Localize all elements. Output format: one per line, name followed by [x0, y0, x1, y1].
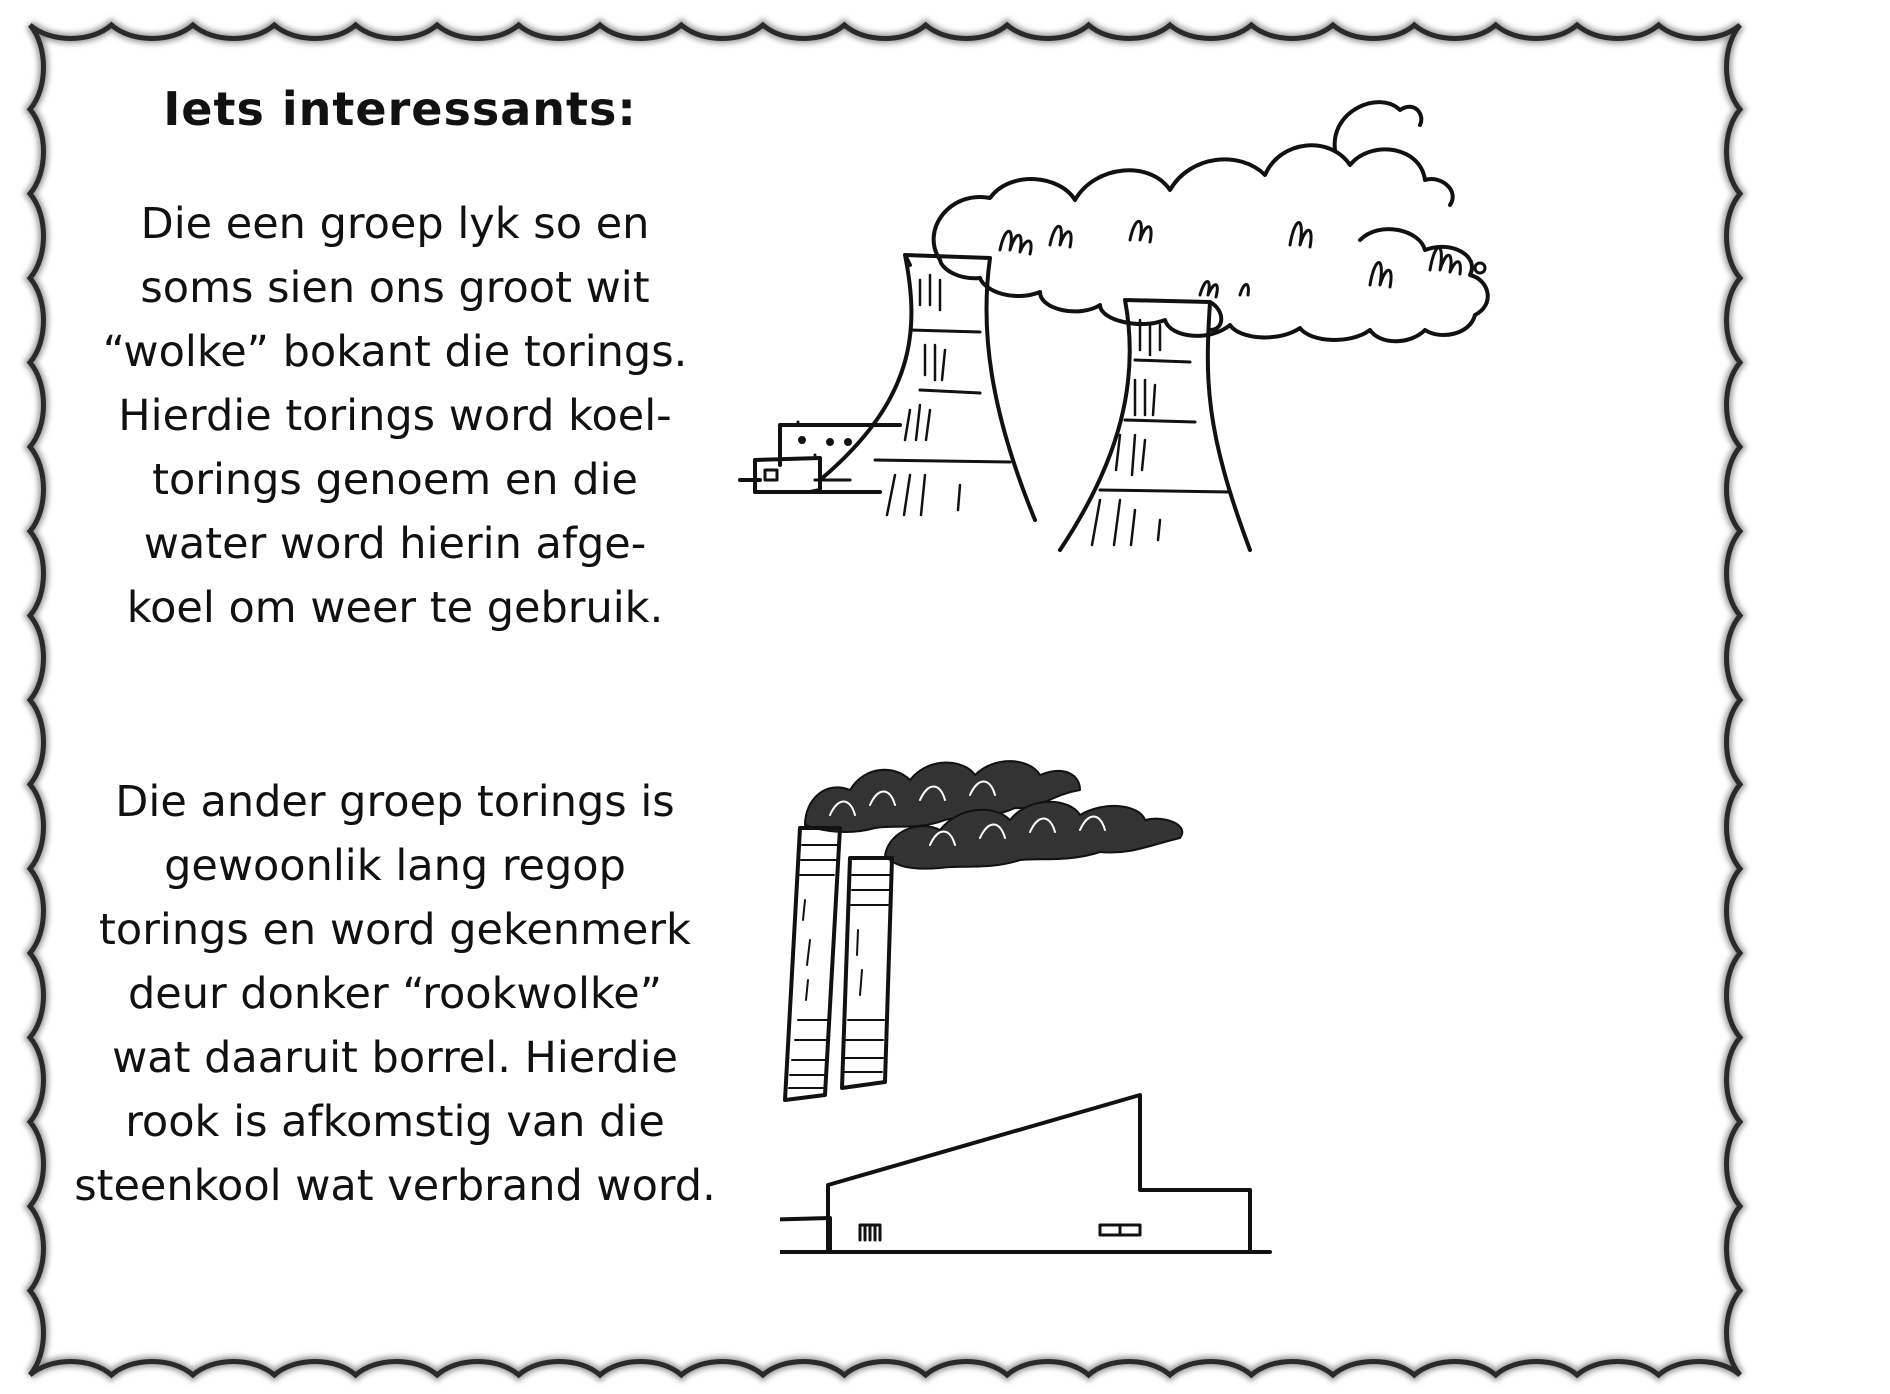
cooling-towers-paragraph [60, 192, 730, 640]
factory-building [780, 1095, 1270, 1252]
text-line: “wolke” bokant die torings. [102, 327, 688, 377]
steam-cloud-top [1335, 102, 1422, 150]
text-line: Die een groep lyk so en [140, 199, 650, 249]
text-line: Hierdie torings word koel- [118, 391, 672, 441]
text-line: steenkool wat verbrand word. [74, 1161, 716, 1211]
text-line: water word hierin afge- [143, 519, 647, 569]
text-line: Die ander groep torings is [115, 777, 675, 827]
page-title: Iets interessants: [163, 82, 637, 136]
smokestacks-paragraph [60, 770, 730, 1218]
text-line: gewoonlik lang regop [164, 841, 626, 891]
smokestack-right [842, 858, 892, 1088]
smokestacks-illustration [780, 720, 1390, 1300]
text-line: wat daaruit borrel. Hierdie [112, 1033, 678, 1083]
text-line: rook is afkomstig van die [125, 1097, 665, 1147]
text-line: koel om weer te gebruik. [126, 583, 664, 633]
text-line: torings genoem en die [152, 455, 638, 505]
text-line: torings en word gekenmerk [99, 905, 691, 955]
cooling-tower-right [1060, 300, 1250, 550]
small-building [740, 425, 900, 492]
text-line: deur donker “rookwolke” [127, 969, 663, 1019]
cooling-towers-illustration [680, 80, 1660, 640]
text-line: soms sien ons groot wit [140, 263, 650, 313]
